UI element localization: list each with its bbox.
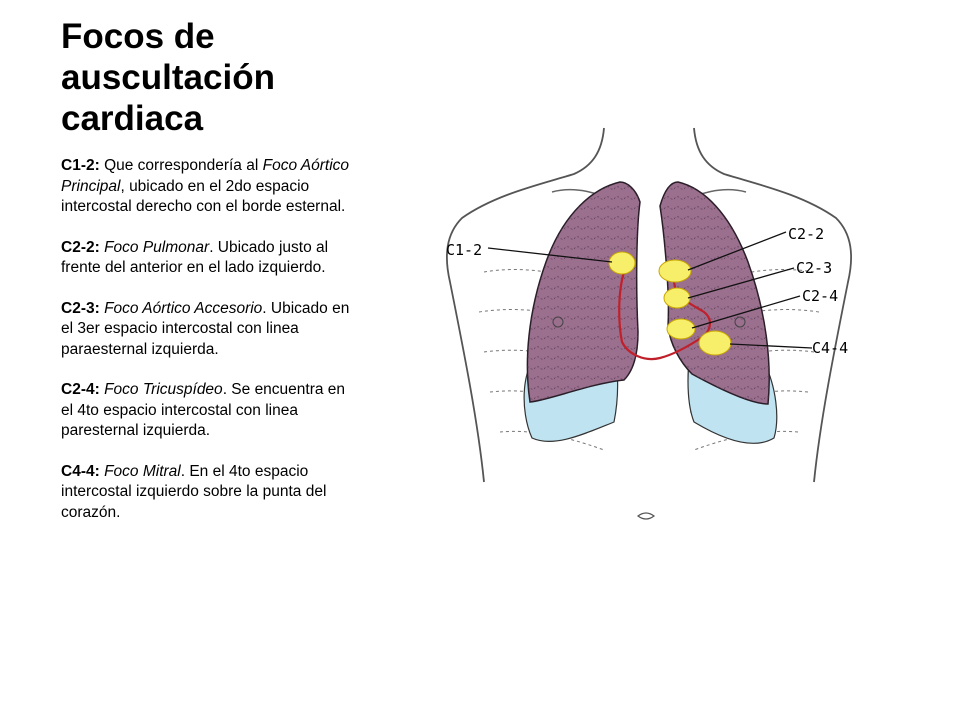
note-c2-4 [61, 380, 361, 442]
chest-diagram [424, 122, 874, 542]
note-focus-name: Foco Pulmonar [104, 238, 210, 256]
label-c4-4: C4-4 [812, 339, 849, 357]
note-focus-name: Foco Mitral [104, 462, 181, 480]
focus-c2-4 [667, 319, 695, 339]
note-text: . En el 4to espacio intercostal izquierdo sobre la punta del corazón. [61, 462, 327, 521]
auscultation-notes [61, 156, 361, 543]
note-text: Que correspondería al [99, 157, 263, 174]
note-text: . Se encuentra en el 4to espacio intercostal con linea paresternal izquierda. [61, 381, 346, 439]
focus-c1-2 [609, 252, 635, 274]
note-code: C2-2: [61, 238, 100, 256]
torso-outline [447, 128, 851, 482]
note-c4-4 [61, 462, 361, 524]
note-code: C2-4: [61, 381, 100, 398]
note-c2-3 [61, 299, 361, 361]
note-code: C2-3: [61, 299, 100, 317]
navel [638, 513, 654, 519]
note-focus-name: Foco Aórtico Accesorio [104, 299, 263, 317]
note-focus-name: Foco Aórtico Principal [61, 157, 350, 195]
note-text: . Ubicado en el 3er espacio intercostal con linea paraesternal izquierda. [61, 299, 350, 358]
focus-c4-4 [699, 331, 731, 355]
note-text: , ubicado en el 2do espacio intercostal derecho con el borde esternal. [61, 177, 346, 215]
chest-illustration [424, 122, 874, 542]
note-c2-2 [61, 238, 361, 279]
label-c2-4: C2-4 [802, 287, 839, 305]
focus-c2-3 [664, 288, 690, 308]
note-code: C1-2: [61, 157, 100, 174]
focus-c2-2 [659, 260, 691, 282]
note-text: . Ubicado justo al frente del anterior en el lado izquierdo. [61, 238, 329, 276]
label-c2-3: C2-3 [796, 259, 833, 277]
note-c1-2 [61, 156, 361, 218]
page-title: Focos de auscultación cardiaca [61, 17, 275, 138]
note-focus-name: Foco Tricuspídeo [104, 381, 223, 398]
label-c1-2: C1-2 [446, 241, 483, 259]
label-c2-2: C2-2 [788, 225, 825, 243]
note-code: C4-4: [61, 462, 100, 480]
